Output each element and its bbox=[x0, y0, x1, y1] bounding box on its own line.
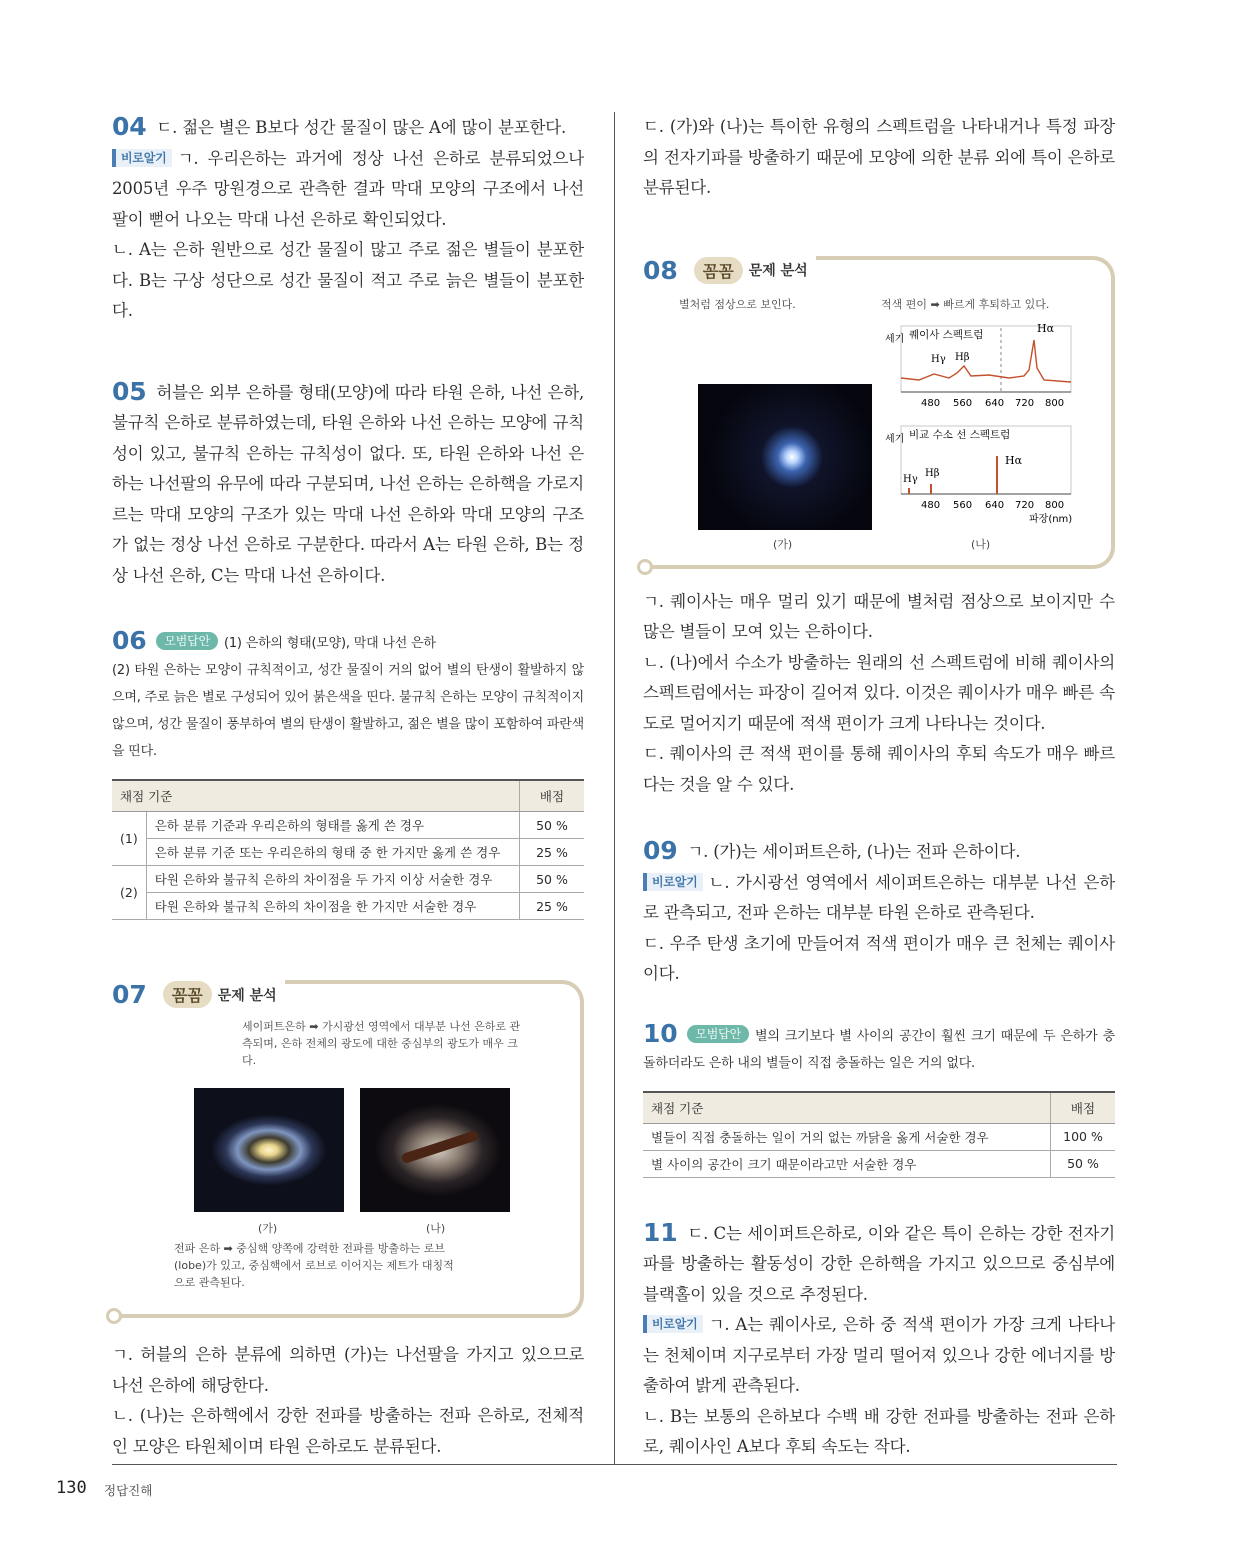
x-axis-label: 파장(nm) bbox=[1029, 513, 1073, 525]
seyfert-galaxy-image bbox=[194, 1088, 344, 1212]
radio-galaxy-image bbox=[360, 1088, 510, 1212]
table-header: 배점 bbox=[1051, 1092, 1116, 1124]
answer-06 bbox=[112, 627, 584, 920]
box-header bbox=[112, 980, 285, 1009]
answer-text: 허블은 외부 은하를 형태(모양)에 따라 타원 은하, 나선 은하, 불규칙 은하로 분류하였는데, 타원 은하와 나선 은하는 모양에 규칙성이 있고, 불규칙 은하는 규칙성이 없다. 또, 타원 은하와 나선 은하는 나선팔의 유무에 따라 구분되며, 나선 은하는 은하핵을 가로지르는 막대 모양의 구조가 있는 막대 나선 은하와 막대 모양의 구조가 없는 정상 나선 은하로 구분한다. 따라서 A는 타원 은하, B는 정상 나선 은하, C는 막대 나선 은하이다. bbox=[112, 382, 584, 585]
table-row bbox=[643, 1123, 1115, 1150]
table-row bbox=[112, 812, 584, 839]
answer-line: ㄴ. (나)에서 수소가 방출하는 원래의 선 스펙트럼에 비해 퀘이사의 스펙트럼에서는 파장이 길어져 있다. 이것은 퀘이사가 매우 빠른 속도로 멀어지기 때문에 적색 편이가 크게 나타나는 것이다. bbox=[643, 652, 1115, 733]
table-cell: 타원 은하와 불규칙 은하의 차이점을 두 가지 이상 서술한 경우 bbox=[146, 866, 519, 893]
answer-line: ㄷ. 우주 탄생 초기에 만들어져 적색 편이가 매우 큰 천체는 퀘이사이다. bbox=[643, 933, 1115, 983]
h-alpha-label: Hα bbox=[1037, 321, 1055, 335]
kkom-badge: 꼼꼼 bbox=[694, 257, 743, 284]
question-number: 05 bbox=[112, 376, 147, 406]
tick-label: 800 bbox=[1045, 397, 1065, 409]
answer-line: ㄴ. 가시광선 영역에서 세이퍼트은하는 대부분 나선 은하로 관측되고, 전파 은하는 대부분 타원 은하로 관측된다. bbox=[643, 872, 1115, 922]
answer-line: (2) 타원 은하는 모양이 규칙적이고, 성간 물질이 거의 없어 별의 탄생이 활발하지 않으며, 주로 늙은 별로 구성되어 있어 붉은색을 띤다. 불규칙 은하는 모양이 규칙적이지 않으며, 성간 물질이 풍부하여 별의 탄생이 활발하고, 젊은 별을 많이 포함하여 파란색을 띤다. bbox=[112, 663, 584, 759]
box-header bbox=[643, 256, 816, 285]
tick-label: 720 bbox=[1015, 397, 1035, 409]
wrong-tag: 비로알기 bbox=[643, 873, 703, 891]
box-ornament bbox=[106, 1308, 122, 1324]
table-row bbox=[643, 1150, 1115, 1177]
wrong-tag: 비로알기 bbox=[112, 149, 172, 167]
h-beta-label: Hβ bbox=[925, 467, 940, 479]
answer-line: ㄴ. A는 은하 원반으로 성간 물질이 많고 주로 젊은 별들이 분포한다. B는 구상 성단으로 성간 물질이 적고 주로 늙은 별들이 분포한다. bbox=[112, 240, 584, 320]
table-row bbox=[112, 866, 584, 893]
question-number: 10 bbox=[643, 1018, 678, 1048]
page-number: 130 bbox=[56, 1478, 87, 1498]
table-cell: 50 % bbox=[520, 866, 585, 893]
table-header: 채점 기준 bbox=[643, 1092, 1051, 1124]
answer-09 bbox=[643, 836, 1115, 990]
grading-table bbox=[643, 1091, 1115, 1178]
answer-line: ㄴ. (나)는 은하핵에서 강한 전파를 방출하는 전파 은하로, 전체적인 모양은 타원체이며 타원 은하로도 분류된다. bbox=[112, 1406, 584, 1456]
tick-label: 560 bbox=[953, 499, 973, 511]
y-axis-label: 세기 bbox=[885, 433, 905, 445]
table-header: 배점 bbox=[520, 780, 585, 812]
caption-quasar: 별처럼 점상으로 보인다. bbox=[679, 297, 796, 311]
answer-08 bbox=[643, 256, 1115, 801]
tick-label: 720 bbox=[1015, 499, 1035, 511]
table-cell: 은하 분류 기준 또는 우리은하의 형태 중 한 가지만 옳게 쓴 경우 bbox=[146, 839, 519, 866]
table-cell: 타원 은하와 불규칙 은하의 차이점을 한 가지만 서술한 경우 bbox=[146, 893, 519, 920]
caption-seyfert: 세이퍼트은하 ➡ 가시광선 영역에서 대부분 나선 은하로 관측되며, 은하 전체의 광도에 대한 중심부의 광도가 매우 크다. bbox=[242, 1020, 521, 1067]
chart1-title: 퀘이사 스펙트럼 bbox=[909, 328, 984, 341]
table-row bbox=[112, 839, 584, 866]
answer-11 bbox=[643, 1218, 1115, 1463]
answer-line: ㄱ. A는 퀘이사로, 은하 중 적색 편이가 가장 크게 나타나는 천체이며 지구로부터 가장 멀리 떨어져 있으나 강한 에너지를 방출하여 밝게 관측된다. bbox=[643, 1315, 1115, 1395]
h-gamma-label: Hγ bbox=[931, 353, 946, 365]
tick-label: 560 bbox=[953, 397, 973, 409]
tick-label: 640 bbox=[985, 499, 1005, 511]
model-answer-tag: 모범답안 bbox=[687, 1025, 749, 1043]
h-beta-label: Hβ bbox=[955, 351, 970, 363]
answer-line: ㄴ. B는 보통의 은하보다 수백 배 강한 전파를 방출하는 전파 은하로, 퀘이사인 A보다 후퇴 속도는 작다. bbox=[643, 1406, 1115, 1456]
label-a: (가) bbox=[258, 1222, 278, 1235]
answer-05 bbox=[112, 377, 584, 592]
left-column bbox=[112, 112, 584, 1462]
tick-label: 800 bbox=[1045, 499, 1065, 511]
table-cell: 50 % bbox=[1051, 1150, 1116, 1177]
table-header: 채점 기준 bbox=[112, 780, 520, 812]
table-cell: 25 % bbox=[520, 893, 585, 920]
answer-line: ㄷ. 퀘이사의 큰 적색 편이를 통해 퀘이사의 후퇴 속도가 매우 빠르다는 것을 알 수 있다. bbox=[643, 744, 1115, 794]
answer-line: ㄱ. 우리은하는 과거에 정상 나선 은하로 분류되었으나 2005년 우주 망원경으로 관측한 결과 막대 모양의 구조에서 나선팔이 뻗어 나오는 막대 나선 은하로 확인되었다. bbox=[112, 148, 584, 229]
analysis-box bbox=[112, 980, 584, 1318]
column-divider bbox=[614, 112, 615, 1464]
table-cell: (1) bbox=[112, 812, 146, 866]
analysis-box bbox=[643, 256, 1115, 569]
answer-line: ㄷ. C는 세이퍼트은하로, 이와 같은 특이 은하는 강한 전자기파를 방출하는 활동성이 강한 은하핵을 가지고 있으므로 중심부에 블랙홀이 있을 것으로 추정된다. bbox=[643, 1223, 1115, 1304]
caption-redshift: 적색 편이 ➡ 빠르게 후퇴하고 있다. bbox=[881, 297, 1050, 311]
tick-label: 640 bbox=[985, 397, 1005, 409]
right-column bbox=[643, 112, 1115, 1491]
answer-line: ㄷ. 젊은 별은 B보다 성간 물질이 많은 A에 많이 분포한다. bbox=[156, 118, 567, 137]
question-number: 08 bbox=[643, 255, 678, 285]
kkom-badge: 꼼꼼 bbox=[163, 981, 212, 1008]
tick-label: 480 bbox=[921, 499, 941, 511]
box-ornament bbox=[637, 559, 653, 575]
box-title: 문제 분석 bbox=[217, 987, 277, 1004]
footer-label: 정답진해 bbox=[104, 1483, 153, 1498]
question-number: 07 bbox=[112, 980, 147, 1009]
chart2-title: 비교 수소 선 스펙트럼 bbox=[909, 428, 1011, 441]
answer-line: ㄱ. 퀘이사는 매우 멀리 있기 때문에 별처럼 점상으로 보이지만 수많은 별들이 모여 있는 은하이다. bbox=[643, 591, 1115, 641]
h-gamma-label: Hγ bbox=[903, 473, 918, 485]
label-b: (나) bbox=[426, 1222, 446, 1235]
answer-line: ㄷ. (가)와 (나)는 특이한 유형의 스펙트럼을 나타내거나 특정 파장의 전자기파를 방출하기 때문에 모양에 의한 분류 외에 특이 은하로 분류된다. bbox=[643, 117, 1115, 197]
answer-04 bbox=[112, 112, 584, 327]
answer-text: 별의 크기보다 별 사이의 공간이 훨씬 크기 때문에 두 은하가 충돌하더라도 은하 내의 별들이 직접 충돌하는 일은 거의 없다. bbox=[643, 1028, 1115, 1071]
answer-10 bbox=[643, 1020, 1115, 1178]
label-b: (나) bbox=[971, 537, 991, 551]
question-number: 06 bbox=[112, 626, 147, 655]
table-cell: 100 % bbox=[1051, 1123, 1116, 1150]
grading-table bbox=[112, 779, 584, 920]
wrong-tag: 비로알기 bbox=[643, 1315, 703, 1333]
table-cell: 25 % bbox=[520, 839, 585, 866]
table-cell: 별 사이의 공간이 크기 때문이라고만 서술한 경우 bbox=[643, 1150, 1051, 1177]
y-axis-label: 세기 bbox=[885, 333, 905, 345]
answer-line: (1) 은하의 형태(모양), 막대 나선 은하 bbox=[223, 636, 436, 651]
table-row bbox=[112, 893, 584, 920]
box-title: 문제 분석 bbox=[748, 263, 808, 279]
spectrum-charts bbox=[879, 318, 1079, 534]
table-cell: 50 % bbox=[520, 812, 585, 839]
question-number: 04 bbox=[112, 112, 147, 141]
table-cell: (2) bbox=[112, 866, 146, 920]
answer-07 bbox=[112, 980, 584, 1462]
table-cell: 은하 분류 기준과 우리은하의 형태를 옳게 쓴 경우 bbox=[146, 812, 519, 839]
table-cell: 별들이 직접 충돌하는 일이 거의 없는 까닭을 옳게 서술한 경우 bbox=[643, 1123, 1051, 1150]
answer-07-cont bbox=[643, 112, 1115, 204]
question-number: 09 bbox=[643, 836, 678, 865]
tick-label: 480 bbox=[921, 397, 941, 409]
answer-line: ㄱ. 허블의 은하 분류에 의하면 (가)는 나선팔을 가지고 있으므로 나선 은하에 해당한다. bbox=[112, 1345, 584, 1395]
h-alpha-label: Hα bbox=[1005, 453, 1023, 467]
question-number: 11 bbox=[643, 1217, 678, 1247]
label-a: (가) bbox=[773, 537, 793, 551]
footer-rule bbox=[112, 1464, 1117, 1465]
model-answer-tag: 모범답안 bbox=[156, 632, 218, 650]
answer-line: ㄱ. (가)는 세이퍼트은하, (나)는 전파 은하이다. bbox=[687, 842, 1021, 861]
caption-radio: 전파 은하 ➡ 중심핵 양쪽에 강력한 전파를 방출하는 로브(lobe)가 있고, 중심핵에서 로브로 이어지는 제트가 대칭적으로 관측된다. bbox=[174, 1242, 454, 1289]
quasar-image bbox=[698, 384, 872, 530]
